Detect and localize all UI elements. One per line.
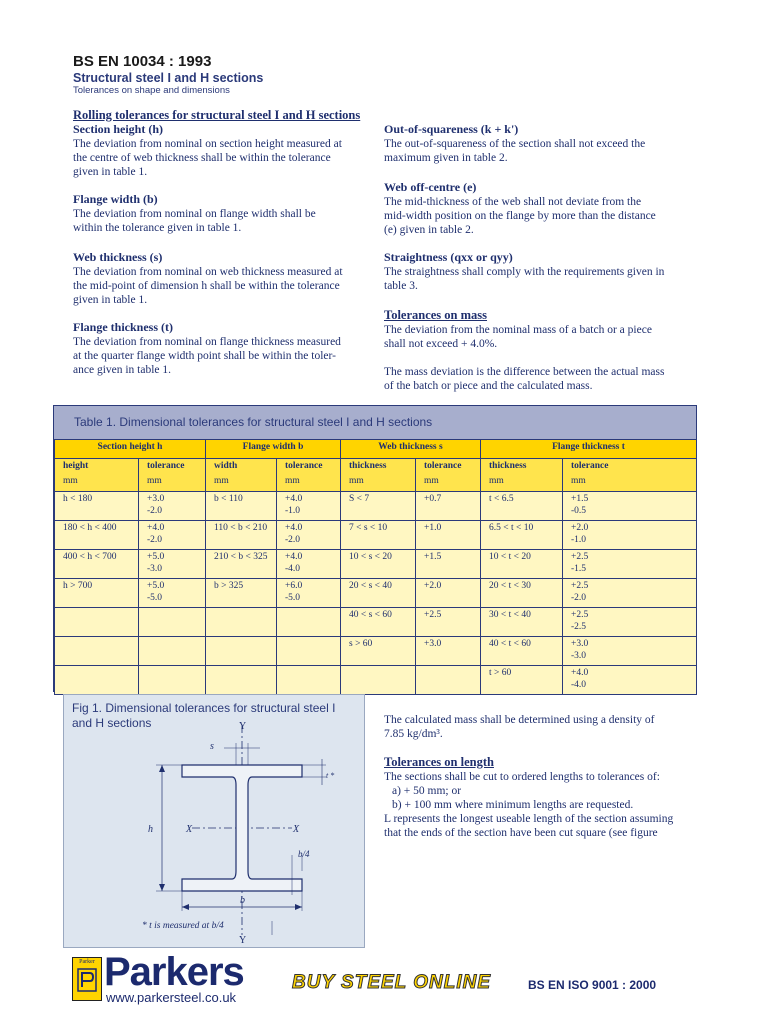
table-cell: +3.0	[416, 637, 481, 666]
figure-note: * t is measured at b/4	[142, 921, 224, 931]
table-cell: +3.0 -2.0	[139, 492, 206, 521]
table-cell	[139, 608, 206, 637]
table-cell: +2.0 -1.0	[563, 521, 697, 550]
web-thickness-block	[73, 250, 373, 307]
group-flange-width: Flange width b	[206, 440, 341, 459]
mass-text-2: The mass deviation is the difference between the actual mass of the batch or piece and the calculated mass.	[384, 366, 665, 392]
flange-thickness-block	[73, 320, 373, 377]
standard-title: BS EN 10034 : 1993	[73, 53, 212, 70]
table-cell: +3.0 -3.0	[563, 637, 697, 666]
table-cell: +2.5 -1.5	[563, 550, 697, 579]
section-height-text: The deviation from nominal on section height measured at the centre of web thickness shall be within the tolerance given in table 1.	[73, 138, 342, 178]
table-row	[55, 492, 697, 521]
web-thickness-text: The deviation from nominal on web thickness measured at the mid-point of dimension h shall be within the tolerance given in table 1.	[73, 266, 343, 306]
length-intro: The sections shall be cut to ordered lengths to tolerances of:	[384, 771, 660, 783]
table-cell	[139, 637, 206, 666]
iso-certification: BS EN ISO 9001 : 2000	[528, 978, 657, 992]
table-cell	[341, 666, 416, 695]
table-cell	[277, 637, 341, 666]
table-cell: b > 325	[206, 579, 277, 608]
table-cell: 30 < t < 40	[481, 608, 563, 637]
tolerance-grid	[54, 439, 697, 695]
subheader-5: tolerance mm	[416, 459, 481, 492]
table-cell: +4.0 -4.0	[563, 666, 697, 695]
table-cell: +2.5 -2.0	[563, 579, 697, 608]
table-cell	[139, 666, 206, 695]
flange-thickness-heading: Flange thickness (t)	[73, 320, 173, 334]
figure-1	[63, 694, 365, 948]
figure-title: Fig 1. Dimensional tolerances for structural steel I and H sections	[72, 701, 336, 730]
table-cell	[55, 608, 139, 637]
table-cell: 10 < s < 20	[341, 550, 416, 579]
table-cell: 210 < b < 325	[206, 550, 277, 579]
table-title: Table 1. Dimensional tolerances for structural steel I and H sections	[54, 406, 696, 439]
flange-width-text: The deviation from nominal on flange width shall be within the tolerance given in table 1.	[73, 208, 316, 234]
table-cell: 6.5 < t < 10	[481, 521, 563, 550]
table-cell: 7 < s < 10	[341, 521, 416, 550]
h-label: h	[148, 824, 153, 835]
parker-emblem-icon	[73, 965, 101, 997]
group-flange-thickness: Flange thickness t	[481, 440, 697, 459]
subheader-2: width mm	[206, 459, 277, 492]
length-heading: Tolerances on length	[384, 755, 494, 769]
b-quarter-label: b/4	[298, 849, 310, 859]
flange-width-block	[73, 192, 373, 235]
website-url[interactable]: www.parkersteel.co.uk	[106, 990, 237, 1005]
table-row	[55, 521, 697, 550]
table-cell: +0.7	[416, 492, 481, 521]
table-cell: h > 700	[55, 579, 139, 608]
table-cell: 40 < s < 60	[341, 608, 416, 637]
table-cell	[206, 666, 277, 695]
calculated-mass-text: The calculated mass shall be determined using a density of 7.85 kg/dm³.	[384, 714, 655, 740]
x-right-label: X	[293, 824, 300, 835]
out-of-squareness-text: The out-of-squareness of the section shall not exceed the maximum given in table 2.	[384, 138, 646, 164]
section-height-block	[73, 122, 373, 179]
table-group-header	[55, 440, 697, 459]
table-row	[55, 608, 697, 637]
subheader-1: tolerance mm	[139, 459, 206, 492]
table-cell	[277, 608, 341, 637]
page-subtitle: Structural steel I and H sections	[73, 71, 264, 85]
section-height-heading: Section height (h)	[73, 122, 163, 136]
table-row	[55, 550, 697, 579]
table-cell	[277, 666, 341, 695]
web-off-centre-block	[384, 180, 704, 237]
parker-logo-badge	[72, 957, 102, 1001]
flange-width-heading: Flange width (b)	[73, 192, 158, 206]
table-cell	[416, 666, 481, 695]
table-cell: +2.0	[416, 579, 481, 608]
subheader-3: tolerance mm	[277, 459, 341, 492]
table-cell: t > 60	[481, 666, 563, 695]
flange-thickness-text: The deviation from nominal on flange thickness measured at the quarter flange width point shall be within the toler- ance given in table 1.	[73, 336, 341, 376]
table-row	[55, 579, 697, 608]
table-cell: +4.0 -4.0	[277, 550, 341, 579]
web-thickness-heading: Web thickness (s)	[73, 250, 163, 264]
table-cell: 180 < h < 400	[55, 521, 139, 550]
straightness-block	[384, 250, 704, 293]
table-cell: +5.0 -5.0	[139, 579, 206, 608]
page-sub-subtitle: Tolerances on shape and dimensions	[73, 85, 230, 96]
table-cell: +1.0	[416, 521, 481, 550]
table-cell: b < 110	[206, 492, 277, 521]
table-cell: 110 < b < 210	[206, 521, 277, 550]
subheader-0: height mm	[55, 459, 139, 492]
web-off-centre-heading: Web off-centre (e)	[384, 180, 477, 194]
table-sub-header	[55, 459, 697, 492]
i-section-diagram	[64, 695, 364, 947]
buy-steel-online-banner[interactable]: BUY STEEL ONLINE	[292, 972, 491, 993]
t-label: t *	[326, 771, 335, 780]
length-option-a: a) + 50 mm; or	[392, 785, 462, 797]
table-cell: +4.0 -2.0	[277, 521, 341, 550]
table-cell: h < 180	[55, 492, 139, 521]
table-cell: S < 7	[341, 492, 416, 521]
table-cell: +4.0 -1.0	[277, 492, 341, 521]
subheader-4: thickness mm	[341, 459, 416, 492]
dimensional-tolerance-table	[53, 405, 697, 692]
subheader-6: thickness mm	[481, 459, 563, 492]
straightness-text: The straightness shall comply with the requirements given in table 3.	[384, 266, 665, 292]
b-label: b	[240, 895, 245, 906]
table-cell: +2.5 -2.5	[563, 608, 697, 637]
table-cell: s > 60	[341, 637, 416, 666]
y-top-label: Y	[239, 721, 247, 732]
x-left-label: X	[186, 824, 193, 835]
web-off-centre-text: The mid-thickness of the web shall not deviate from the mid-width position on the flange by more than the distance (e) given in table 2.	[384, 196, 656, 236]
table-cell: 20 < t < 30	[481, 579, 563, 608]
table-row	[55, 666, 697, 695]
table-cell	[206, 637, 277, 666]
table-cell: +1.5	[416, 550, 481, 579]
out-of-squareness-heading: Out-of-squareness (k + k')	[384, 122, 519, 136]
table-cell: +1.5 -0.5	[563, 492, 697, 521]
table-cell: +5.0 -3.0	[139, 550, 206, 579]
parkers-brand: Parkers	[104, 950, 244, 994]
straightness-heading: Straightness (qxx or qyy)	[384, 250, 513, 264]
out-of-squareness-block	[384, 122, 704, 165]
badge-text: Parker	[79, 959, 95, 965]
rolling-tolerances-title: Rolling tolerances for structural steel I and H sections	[73, 108, 361, 122]
mass-block	[384, 308, 704, 393]
s-label: s	[210, 741, 214, 752]
table-cell	[206, 608, 277, 637]
length-closing: L represents the longest useable length of the section assuming that the ends of the section have been cut square (see figure	[384, 813, 674, 839]
y-bottom-label: Y	[239, 935, 247, 946]
table-cell: t < 6.5	[481, 492, 563, 521]
group-section-height: Section height h	[55, 440, 206, 459]
subheader-7: tolerance mm	[563, 459, 697, 492]
table-cell	[55, 637, 139, 666]
table-cell	[55, 666, 139, 695]
length-block	[384, 713, 704, 840]
table-cell: 400 < h < 700	[55, 550, 139, 579]
table-cell: 20 < s < 40	[341, 579, 416, 608]
table-cell: +4.0 -2.0	[139, 521, 206, 550]
table-row	[55, 637, 697, 666]
table-cell: +6.0 -5.0	[277, 579, 341, 608]
length-option-b: b) + 100 mm where minimum lengths are requested.	[392, 799, 634, 811]
table-cell: +2.5	[416, 608, 481, 637]
mass-text-1: The deviation from the nominal mass of a batch or a piece shall not exceed + 4.0%.	[384, 324, 652, 350]
group-web-thickness: Web thickness s	[341, 440, 481, 459]
table-cell: 40 < t < 60	[481, 637, 563, 666]
table-cell: 10 < t < 20	[481, 550, 563, 579]
mass-heading: Tolerances on mass	[384, 308, 488, 322]
